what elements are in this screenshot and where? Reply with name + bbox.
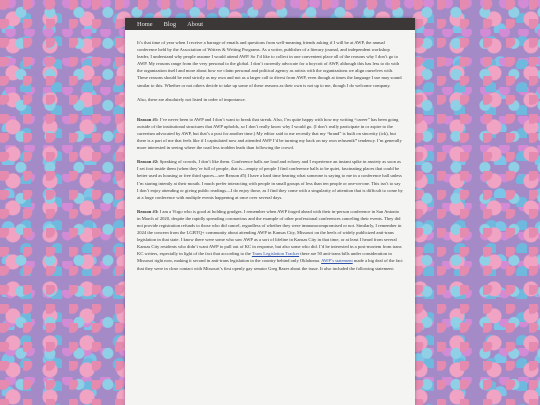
nav-home-link[interactable]: Home [137,20,153,28]
order-note: Also, these are absolutely not listed in order of importance. [137,96,246,102]
reason-1-title: Reason #1: [137,116,159,122]
reason-3-text-c: made a big deal of the fact that they were in close contact with Missouri’s first openly gay senator Greg Razer about the issue. It also included the following statement: [137,258,403,271]
reason-3-text-a: I am a Virgo who is good at holding grudges. I remember when AWP forged ahead with their in-person conference in San Antonio in March of 2020, despite the rapidly spreading coronavirus and the example of other professional conferences canceling their events. They did not provide registration refunds to those who did cancel, regardless of whether they were immunocompromised or not. Similarly, I remember in 2024 the concern from the LGBTQ+ community about attending AWP in Kansas City, Missouri on the heels of widely publicized anti-trans legislation in that state. I know there were some who saw AWP as a sort of lifeline in Kansas City in that time, or at least I heard from several Kansas City residents who didn’t want AWP to pull out of KC in response, but also some who did. I’d be interested in a post-mortem from trans KC writers, especially in light of the fact that according to the [137,208,402,257]
reason-3-paragraph [137,208,403,272]
reason-2-text: Speaking of crowds, I don’t like them. Conference halls are loud and echoey and I experience an instant spike in anxiety as soon as I set foot inside them (when they’re full of people, that is—empty of people I find conference halls to be quiet, fascinating places that could be better used as housing or free third spaces—see Reason #5) I have a hard time hearing what someone is saying to me in a conference hall unless I’m staring intently at their mouth. I much prefer interacting with people in small groups of less than ten people or one-on-one. This isn’t to say I don’t enjoy attending or giving public readings—I do enjoy those, as I find they come with a singularity of attention that is difficult to come by at a large conference with multiple events happening at once over several days. [137,159,403,200]
blog-page [125,18,415,405]
top-navbar [125,18,415,30]
reason-1-paragraph [137,116,403,151]
reason-2-title: Reason #2: [137,159,159,165]
trans-legislation-tracker-link[interactable]: Trans Legislation Tracker [251,251,300,257]
reason-1-text: I’ve never been to AWP and I don’t want to break that streak. Also, I’m quite happy with how my writing “career” has been going outside of the institutional structures that AWP upholds, so I don’t really know why I would go. (I don’t really participate in or aspire to the careerism advocated by AWP, but that’s a post for another time.) My editor said to me recently that my “brand” is built on sincerity (ick), but there is a part of me that feels like if I capitulated now and attended AWP I’d be turning my back on my own refusenik* tendency. I’m generally more interested in seeing where the road less trodden leads than following the crowd. [137,116,402,151]
reason-3-text-b: there are 50 anti-trans bills under consideration in Missouri right now, making it second in anti-trans legislation in the country behind only Oklahoma. [137,251,392,264]
reason-2-paragraph [137,158,403,201]
intro-paragraph: It’s that time of year when I receive a barrage of emails and questions from well-meaning friends asking if I will be at AWP, the annual conference held by the Association of Writers & Writing Programs. As a writer, publisher of a literary journal, and independent workshop leader, I understand why people assume I would attend AWP. So I’d like to collect in one convenient place all of the reasons why I don’t go to AWP. My reasons range from the very personal to the global. I don’t currently advocate for a boycott of AWP, although this has less to do with the organization itself and more about how we claim personal and political agency as artists with the organizations we align ourselves with. These reasons should be read strictly as my own and not as a larger call to divest from AWP, even though at times the language I use may sound similar to this. Whether or not others decide to take up some of these reasons as their own is not up to me, though I do welcome company. [137,40,402,88]
awp-statement-link[interactable]: AWP’s statement [321,258,353,264]
reason-3-title: Reason #3: [137,208,159,214]
post-content [125,30,415,272]
nav-blog-link[interactable]: Blog [163,20,177,28]
nav-about-link[interactable]: About [187,20,204,28]
